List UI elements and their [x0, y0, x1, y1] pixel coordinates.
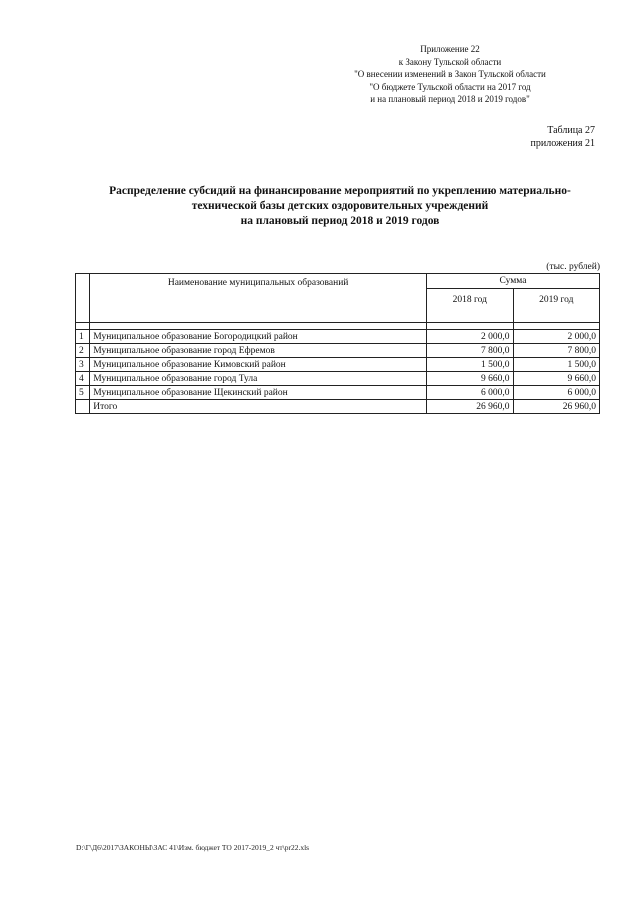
table-row — [76, 344, 600, 358]
spacer-cell — [427, 323, 513, 330]
spacer-cell — [76, 323, 90, 330]
title-line-3: на плановый период 2018 и 2019 годов — [240, 215, 440, 227]
row-value-2019: 1 500,0 — [513, 358, 600, 372]
table-header-row — [76, 274, 600, 289]
total-label: Итого — [90, 400, 427, 414]
appendix-header — [320, 43, 580, 106]
appendix-line-4: "О бюджете Тульской области на 2017 год — [369, 81, 531, 92]
total-value-2019: 26 960,0 — [513, 400, 600, 414]
row-value-2019: 2 000,0 — [513, 330, 600, 344]
table-row — [76, 358, 600, 372]
table-ref-line-2: приложения 21 — [530, 138, 595, 149]
title-line-1: Распределение субсидий на финансирование мероприятий по укреплению материально- — [109, 185, 571, 197]
row-value-2019: 9 660,0 — [513, 372, 600, 386]
header-year-2019: 2019 год — [513, 289, 600, 323]
row-value-2019: 7 800,0 — [513, 344, 600, 358]
appendix-line-1: Приложение 22 — [420, 44, 480, 54]
table-row — [76, 330, 600, 344]
header-number — [76, 274, 90, 323]
row-name: Муниципальное образование Кимовский район — [90, 358, 427, 372]
total-number — [76, 400, 90, 414]
spacer-cell — [90, 323, 427, 330]
appendix-line-5: и на плановый период 2018 и 2019 годов" — [370, 94, 530, 104]
row-number: 3 — [76, 358, 90, 372]
row-value-2018: 9 660,0 — [427, 372, 513, 386]
row-name: Муниципальное образование Богородицкий район — [90, 330, 427, 344]
table-total-row — [76, 400, 600, 414]
table-ref-line-1: Таблица 27 — [547, 125, 595, 136]
header-name: Наименование муниципальных образований — [90, 274, 427, 323]
row-name: Муниципальное образование Щекинский район — [90, 386, 427, 400]
row-number: 1 — [76, 330, 90, 344]
row-number: 4 — [76, 372, 90, 386]
row-value-2018: 6 000,0 — [427, 386, 513, 400]
appendix-line-3: "О внесении изменений в Закон Тульской области — [354, 69, 546, 79]
spacer-cell — [513, 323, 600, 330]
row-name: Муниципальное образование город Тула — [90, 372, 427, 386]
header-year-2018: 2018 год — [427, 289, 513, 323]
total-value-2018: 26 960,0 — [427, 400, 513, 414]
appendix-line-2: к Закону Тульской области — [398, 56, 502, 67]
units-label: (тыс. рублей) — [546, 262, 600, 272]
table-spacer-row — [76, 323, 600, 330]
file-path-footer: D:\Г\Д6\2017\ЗАКОНЫ\ЗАС 41\Изм. бюджет ТО 2017-2019_2 чт\pr22.xls — [76, 843, 310, 852]
row-value-2018: 2 000,0 — [427, 330, 513, 344]
table-row — [76, 386, 600, 400]
row-name: Муниципальное образование город Ефремов — [90, 344, 427, 358]
row-number: 5 — [76, 386, 90, 400]
subsidies-table — [75, 273, 600, 414]
table-reference — [531, 124, 595, 150]
row-value-2018: 1 500,0 — [427, 358, 513, 372]
title-line-2: технической базы детских оздоровительных учреждений — [191, 200, 489, 212]
document-title — [60, 184, 620, 229]
table-row — [76, 372, 600, 386]
row-number: 2 — [76, 344, 90, 358]
row-value-2018: 7 800,0 — [427, 344, 513, 358]
header-sum: Сумма — [427, 274, 600, 289]
row-value-2019: 6 000,0 — [513, 386, 600, 400]
